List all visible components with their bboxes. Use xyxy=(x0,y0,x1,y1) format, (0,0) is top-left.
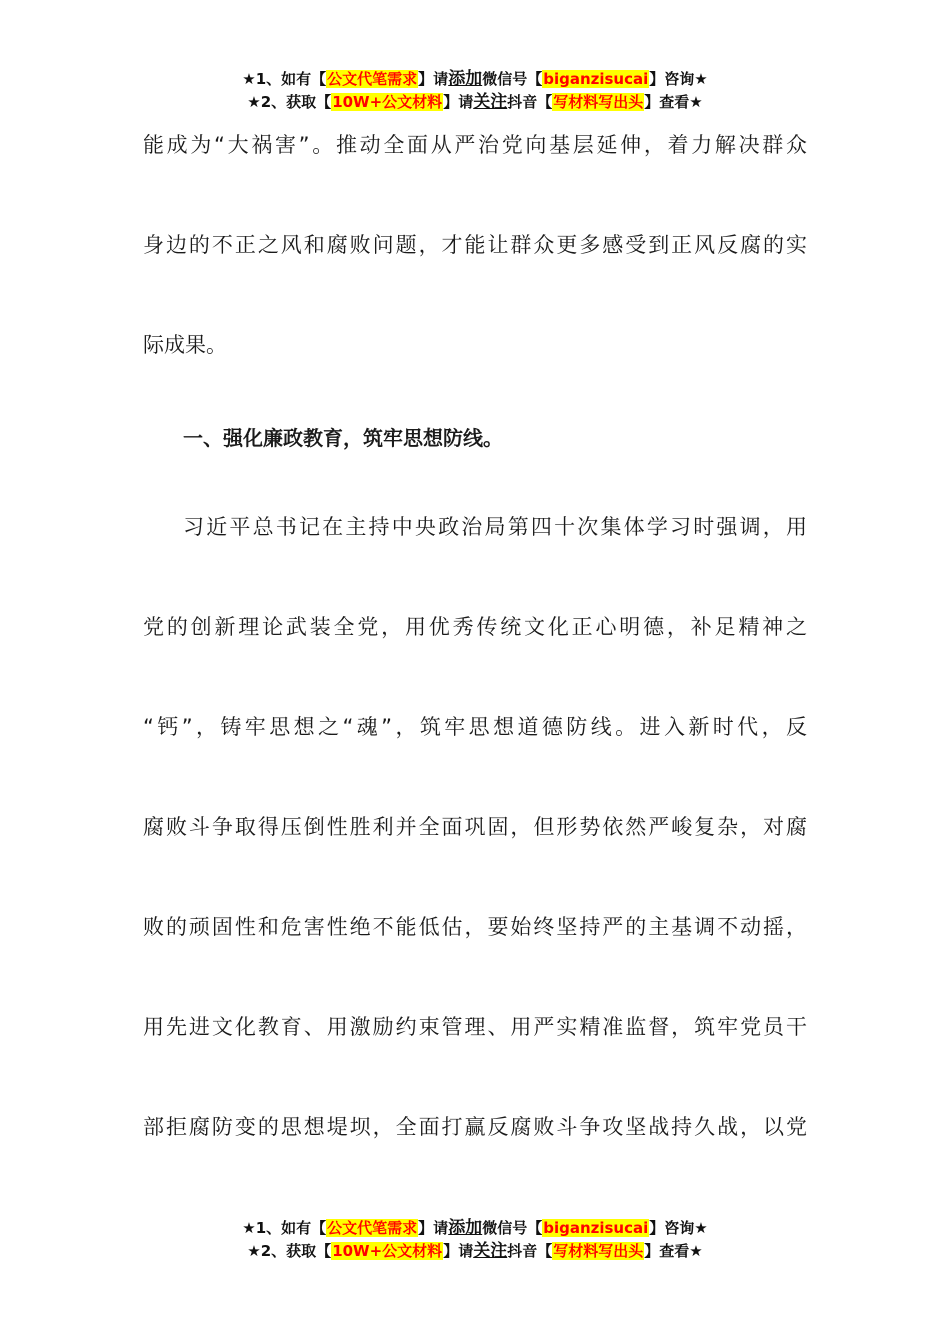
footer-banner-line-1 xyxy=(0,1217,950,1240)
paragraph-line: 际成果。 xyxy=(143,333,227,357)
banner-text: 微信号【 xyxy=(482,70,543,88)
banner-text: 】请 xyxy=(418,70,449,88)
highlight-douyin-account: 写材料写出头 xyxy=(553,93,644,111)
banner-text: 】请 xyxy=(443,1242,474,1260)
highlight-service: 公文代笔需求 xyxy=(327,70,418,88)
banner-text: ★1、如有【 xyxy=(242,1219,327,1237)
banner-text: 】咨询★ xyxy=(649,70,708,88)
paragraph-line: 败的顽固性和危害性绝不能低估，要始终坚持严的主基调不动摇， xyxy=(143,915,807,939)
banner-text: ★2、获取【 xyxy=(247,1242,332,1260)
paragraph-line: 身边的不正之风和腐败问题，才能让群众更多感受到正风反腐的实 xyxy=(143,233,807,257)
banner-text: 】请 xyxy=(443,93,474,111)
highlight-materials: 10W+公文材料 xyxy=(332,93,443,111)
banner-text: 抖音【 xyxy=(507,93,553,111)
banner-text: 】查看★ xyxy=(644,1242,703,1260)
emphasis-text: 添加 xyxy=(448,69,483,89)
banner-text: 】咨询★ xyxy=(649,1219,708,1237)
emphasis-text: 关注 xyxy=(473,92,508,112)
highlight-wechat-id: biganzisucai xyxy=(543,70,649,88)
highlight-service: 公文代笔需求 xyxy=(327,1219,418,1237)
footer-banner-line-2 xyxy=(0,1240,950,1263)
paragraph-line: “钙”，铸牢思想之“魂”，筑牢思想道德防线。进入新时代，反 xyxy=(143,715,807,739)
header-banner-line-2 xyxy=(0,91,950,114)
banner-text: 抖音【 xyxy=(507,1242,553,1260)
banner-text: ★2、获取【 xyxy=(247,93,332,111)
banner-text: 】查看★ xyxy=(644,93,703,111)
paragraph-line: 用先进文化教育、用激励约束管理、用严实精准监督，筑牢党员干 xyxy=(143,1015,807,1039)
section-heading: 一、强化廉政教育，筑牢思想防线。 xyxy=(183,426,503,450)
highlight-materials: 10W+公文材料 xyxy=(332,1242,443,1260)
header-banner xyxy=(0,68,950,114)
banner-text: 】请 xyxy=(418,1219,449,1237)
header-banner-line-1 xyxy=(0,68,950,91)
highlight-wechat-id: biganzisucai xyxy=(543,1219,649,1237)
banner-text: 微信号【 xyxy=(482,1219,543,1237)
highlight-douyin-account: 写材料写出头 xyxy=(553,1242,644,1260)
footer-banner xyxy=(0,1217,950,1263)
paragraph-line: 习近平总书记在主持中央政治局第四十次集体学习时强调，用 xyxy=(183,515,807,539)
paragraph-line: 党的创新理论武装全党，用优秀传统文化正心明德，补足精神之 xyxy=(143,615,807,639)
paragraph-line: 腐败斗争取得压倒性胜利并全面巩固，但形势依然严峻复杂，对腐 xyxy=(143,815,807,839)
paragraph-line: 能成为“大祸害”。推动全面从严治党向基层延伸，着力解决群众 xyxy=(143,133,807,157)
emphasis-text: 关注 xyxy=(473,1241,508,1261)
emphasis-text: 添加 xyxy=(448,1218,483,1238)
paragraph-line: 部拒腐防变的思想堤坝，全面打赢反腐败斗争攻坚战持久战，以党 xyxy=(143,1115,807,1139)
banner-text: ★1、如有【 xyxy=(242,70,327,88)
